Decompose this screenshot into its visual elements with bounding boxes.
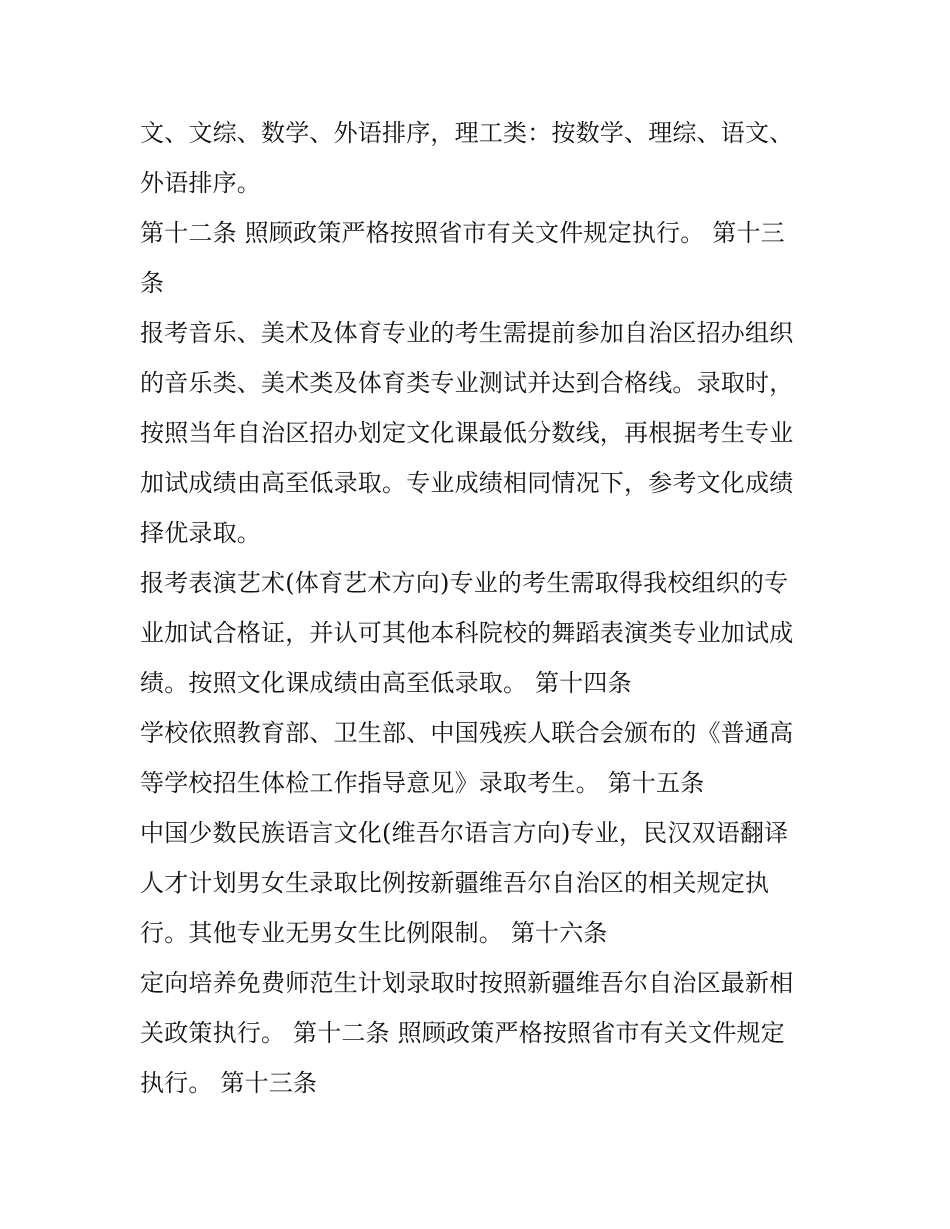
document-body xyxy=(140,108,820,1108)
text-line: 报考音乐、美术及体育专业的考生需提前参加自治区招办组织 xyxy=(140,319,794,347)
text-line: 的音乐类、美术类及体育类专业测试并达到合格线。录取时， xyxy=(140,369,794,397)
text-line: 中国少数民族语言文化(维吾尔语言方向)专业，民汉双语翻译 xyxy=(140,819,789,847)
text-line: 行。其他专业无男女生比例限制。 第十六条 xyxy=(140,919,608,947)
text-line: 加试成绩由高至低录取。专业成绩相同情况下，参考文化成绩 xyxy=(140,469,794,497)
text-line: 条 xyxy=(140,269,165,297)
text-line: 学校依照教育部、卫生部、中国残疾人联合会颁布的《普通高 xyxy=(140,719,794,747)
text-line: 报考表演艺术(体育艺术方向)专业的考生需取得我校组织的专 xyxy=(140,569,789,597)
text-line: 绩。按照文化课成绩由高至低录取。 第十四条 xyxy=(140,669,632,697)
text-line: 定向培养免费师范生计划录取时按照新疆维吾尔自治区最新相 xyxy=(140,969,794,997)
text-line: 关政策执行。 第十二条 照顾政策严格按照省市有关文件规定 xyxy=(140,1019,785,1047)
text-line: 文、文综、数学、外语排序，理工类：按数学、理综、语文、 xyxy=(140,119,794,147)
text-line: 外语排序。 xyxy=(140,169,261,197)
text-line: 按照当年自治区招办划定文化课最低分数线，再根据考生专业 xyxy=(140,419,794,447)
text-line: 人才计划男女生录取比例按新疆维吾尔自治区的相关规定执 xyxy=(140,869,770,897)
text-line: 业加试合格证，并认可其他本科院校的舞蹈表演类专业加试成 xyxy=(140,619,794,647)
text-line: 第十二条 照顾政策严格按照省市有关文件规定执行。 第十三 xyxy=(140,219,785,247)
text-line: 等学校招生体检工作指导意见》录取考生。 第十五条 xyxy=(140,769,705,797)
text-line: 择优录取。 xyxy=(140,519,261,547)
text-line: 执行。 第十三条 xyxy=(140,1069,318,1097)
